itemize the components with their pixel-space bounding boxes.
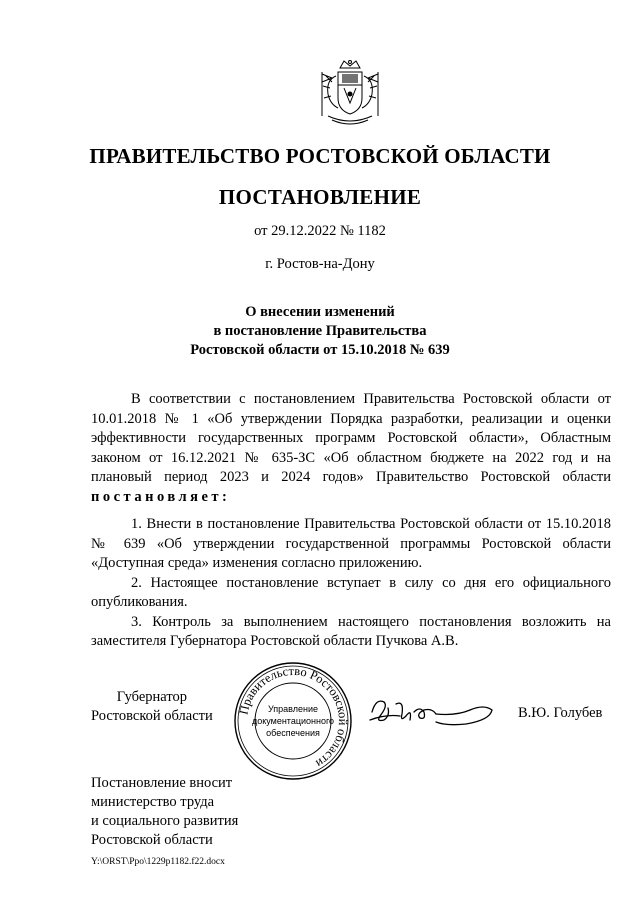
file-path: Y:\ORST\Ppo\1229p1182.f22.docx <box>91 857 225 867</box>
document-subject <box>0 303 640 360</box>
handwritten-signature <box>366 690 496 734</box>
signer-position-line-1: Губернатор <box>116 689 187 705</box>
document-city: г. Ростов-на-Дону <box>265 256 375 272</box>
stamp-ring-text: Правительство Ростовской области <box>236 663 351 771</box>
preamble-paragraph <box>91 390 611 507</box>
stamp-center-line-2: документационного <box>251 716 335 726</box>
introduced-by-line-3: и социального развития <box>91 813 239 829</box>
signer-name: В.Ю. Голубев <box>518 705 603 721</box>
document-type: ПОСТАНОВЛЕНИЕ <box>218 185 422 209</box>
introduced-by <box>91 774 238 850</box>
official-stamp <box>232 660 354 782</box>
subject-line-1: О внесении изменений <box>245 304 395 320</box>
decree-item: 3. Контроль за выполнением настоящего постановления возложить на заместителя Губернатора Ростовской области Пучкова А.В. <box>91 613 611 649</box>
introduced-by-line-4: Ростовской области <box>91 832 213 848</box>
government-title: ПРАВИТЕЛЬСТВО РОСТОВСКОЙ ОБЛАСТИ <box>89 144 551 168</box>
decree-items <box>91 515 611 652</box>
decree-word: постановляет: <box>91 488 231 505</box>
signer-position-line-2: Ростовской области <box>91 708 213 724</box>
subject-line-3: Ростовской области от 15.10.2018 № 639 <box>190 342 450 358</box>
decree-item: 2. Настоящее постановление вступает в силу со дня его официального опубликования. <box>91 574 611 610</box>
stamp-center-line-1: Управление <box>267 704 319 714</box>
preamble-text: В соответствии с постановлением Правительства Ростовской области от 10.01.2018 № 1 «Об утверждении Порядка разработки, реализации и оценки эффективности государственных программ Ростовской области», Областным законом от 16.12.2021 № 635-ЗС «Об областном бюджете на 2022 год и на плановый период 2023 и 2024 годов» Правительство Ростовской области <box>91 391 611 485</box>
decree-item: 1. Внести в постановление Правительства Ростовской области от 15.10.2018 № 639 «Об утверждении государственной программы Ростовской области «Доступная среда» изменения согласно приложению. <box>91 516 611 571</box>
stamp-center-line-3: обеспечения <box>266 728 320 738</box>
introduced-by-line-2: министерство труда <box>91 794 215 810</box>
coat-of-arms-icon <box>314 58 386 128</box>
signer-position <box>91 688 213 726</box>
subject-line-2: в постановление Правительства <box>213 323 427 339</box>
document-date-number: от 29.12.2022 № 1182 <box>254 223 386 239</box>
introduced-by-line-1: Постановление вносит <box>91 775 233 791</box>
